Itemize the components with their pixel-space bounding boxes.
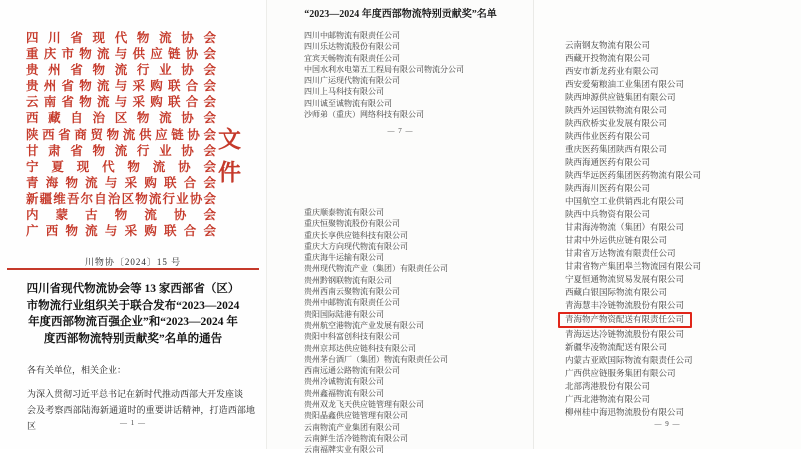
- company-list-item: 中国航空工业供销西北有限公司: [565, 196, 685, 206]
- company-list-item: 广西供应链服务集团有限公司: [565, 368, 676, 378]
- company-list-page-9: [565, 39, 701, 419]
- company-list-item: 甘肃省物产集团皋兰物流园有限公司: [565, 261, 702, 271]
- company-list-item: 西安市新龙药业有限公司: [565, 66, 659, 76]
- body-line: 为深入贯彻习近平总书记在新时代推动西部大开发座谈: [27, 389, 244, 399]
- doc-title-line: 度西部物流特别贡献奖”名单的通告: [43, 332, 223, 345]
- company-list-item: 内蒙古亚欧国际物流有限责任公司: [565, 355, 693, 365]
- company-list-item: 宁夏恒通物流贸易发展有限公司: [565, 274, 685, 284]
- company-list-item: 四川诚至诚物流有限公司: [304, 98, 392, 108]
- company-list-item: 云南物流产业集团有限公司: [304, 422, 400, 432]
- page-number-1: — 1 —: [120, 419, 146, 427]
- company-list-item: 贵阳国际陆港有限公司: [304, 309, 384, 319]
- letterhead-org: 重庆市物流与供应链协会: [26, 47, 216, 62]
- company-list-item: 贵阳中科富创科技有限公司: [304, 332, 400, 342]
- company-list-item: 贵阳晶鑫供应链管理有限公司: [304, 411, 408, 421]
- company-list-item: 陕西坤源供应链集团有限公司: [565, 92, 676, 102]
- letterhead-org: 甘肃省物流行业协会: [26, 143, 216, 158]
- award-list-pages-7-8: [266, 0, 534, 455]
- award-list-header: “2023—2024 年度西部物流特别贡献奖”名单: [304, 9, 497, 20]
- doc-number: 川物协〔2024〕15 号: [84, 257, 182, 267]
- company-list-item: 青海慧丰冷链物流股份有限公司: [565, 300, 685, 310]
- company-list-item: 中国水利水电第五工程局有限公司物流分公司: [304, 64, 464, 74]
- company-list-item: 沙师弟（重庆）网络科技有限公司: [304, 110, 424, 120]
- letterhead-org: 四川省现代物流协会: [26, 31, 216, 45]
- page-number-9: — 9 —: [654, 420, 681, 428]
- letterhead-org: 云南省物流与采购联合会: [26, 95, 216, 110]
- doc-title-line: 市物流行业组织关于联合发布“2023—2024: [26, 299, 240, 312]
- company-list-item: 陕西外运国铁物流有限公司: [565, 105, 668, 115]
- doc-title-line: 四川省现代物流协会等 13 家西部省（区）: [26, 283, 240, 295]
- company-list-item: 贵州冷诚物流有限公司: [304, 377, 384, 387]
- company-list-item: 柳州桂中海迅物流股份有限公司: [565, 407, 685, 417]
- company-list-item: 陕西欣桥实业发展有限公司: [565, 118, 668, 128]
- company-list-item: 四川广运现代物流有限公司: [304, 76, 400, 86]
- company-list-item: 重庆顺泰物流有限公司: [304, 208, 384, 217]
- award-list-page-9: [533, 0, 801, 449]
- company-list-item: 广西北港物流有限公司: [565, 394, 651, 404]
- red-divider-line: [7, 268, 259, 270]
- letterhead-org: 广西物流与采购联合会: [26, 224, 216, 239]
- company-list-item: 重庆大方向现代物流有限公司: [304, 241, 408, 251]
- company-list-item: 西藏白银国际物流有限公司: [565, 287, 668, 297]
- company-list-item: 贵州航空港物流产业发展有限公司: [304, 320, 424, 330]
- letterhead-org: 贵州省物流与采购联合会: [26, 79, 216, 94]
- letterhead-org: 西藏自治区物流协会: [26, 111, 216, 126]
- official-doc-page-1: [0, 0, 266, 449]
- company-list-item: 青海物产物资配送有限责任公司: [565, 312, 701, 328]
- company-list-item: 西南远通公路物流有限公司: [304, 366, 400, 376]
- company-list-item: 云南钢友物流有限公司: [565, 40, 651, 50]
- doc-title: [8, 281, 258, 347]
- salutation: 各有关单位，相关企业：: [27, 365, 127, 375]
- company-list-item: 四川上马科技有限公司: [304, 87, 384, 97]
- company-list-item: 贵州现代物流产业（集团）有限责任公司: [304, 264, 448, 274]
- letterhead-org: 青海物流与采购联合会: [26, 175, 216, 190]
- company-list-item: 四川乐达物流股份有限公司: [304, 42, 400, 52]
- company-list-item: 甘肃中外运供应链有限公司: [565, 235, 668, 245]
- letterhead-org: 内蒙古物流协会: [26, 208, 216, 223]
- company-list-item: 云南福牌实业有限公司: [304, 445, 384, 455]
- company-list-item: 贵州茅台酒厂（集团）物流有限责任公司: [304, 354, 448, 364]
- company-list-item: 重庆医药集团陕西有限公司: [565, 144, 668, 154]
- company-list-item: 贵州黔钢联物流有限公司: [304, 275, 392, 285]
- company-list-item: 陕西海川医药有限公司: [565, 183, 651, 193]
- company-list-item: 四川中邮物流有限责任公司: [304, 31, 400, 40]
- company-list-item: 重庆长享供应链科技有限公司: [304, 230, 408, 240]
- company-list-item: 新疆华凌物流配送有限公司: [565, 342, 668, 352]
- company-list-item: 贵州中邮物流有限责任公司: [304, 298, 400, 308]
- doc-title-line: 年度西部物流百强企业”和“2023—2024 年: [28, 316, 238, 328]
- company-list-item: 青海远达冷链物流股份有限公司: [565, 329, 685, 339]
- company-list-item: 西安爱菊粮油工业集团有限公司: [565, 79, 685, 89]
- letterhead-org-list: [26, 30, 216, 239]
- company-list-item: 贵州西南云聚物流有限公司: [304, 287, 400, 297]
- company-list-item: 甘肃海涛物流（集团）有限公司: [565, 222, 685, 232]
- company-list-item: 西藏开投物流有限公司: [565, 53, 651, 63]
- letterhead-org: 贵州省物流行业协会: [26, 63, 216, 78]
- letterhead-org: 新疆维吾尔自治区物流行业协会: [26, 191, 216, 206]
- letterhead-org: 宁夏现代物流协会: [26, 159, 216, 174]
- company-list-item: 贵州京邦达供应链科技有限公司: [304, 343, 416, 353]
- letterhead-org: 陕西省商贸物流供应链协会: [26, 127, 216, 142]
- company-list-item: 重庆海牛运输有限公司: [304, 253, 384, 263]
- company-list-item: 陕西华远医药集团医药物流有限公司: [565, 170, 702, 180]
- company-list-item: 云南鲜生活冷链物流有限公司: [304, 433, 408, 443]
- company-list-item: 陕西中兵物资有限公司: [565, 209, 651, 219]
- company-list-item: 宜宾天畅物流有限责任公司: [304, 53, 400, 63]
- company-list-page-7: [304, 30, 464, 120]
- company-list-item: 贵州鑫福物流有限公司: [304, 388, 384, 398]
- company-list-item: 贵州双龙飞天供应链管理有限公司: [304, 400, 424, 410]
- company-list-page-8: [304, 207, 448, 456]
- page-number-7: — 7 —: [387, 127, 414, 135]
- doc-type-label: 文件: [218, 127, 243, 185]
- body-line: 会及考察西部陆海新通道时的重要讲话精神，打造西部地区: [27, 405, 255, 431]
- company-list-item: 北部湾港股份有限公司: [565, 381, 651, 391]
- company-list-item: 甘肃省万达物流有限责任公司: [565, 248, 676, 258]
- company-list-item: 陕西伟业医药有限公司: [565, 131, 651, 141]
- company-list-item: 陕西海通医药有限公司: [565, 157, 651, 167]
- company-list-item: 重庆恒聚物流股份有限公司: [304, 219, 400, 229]
